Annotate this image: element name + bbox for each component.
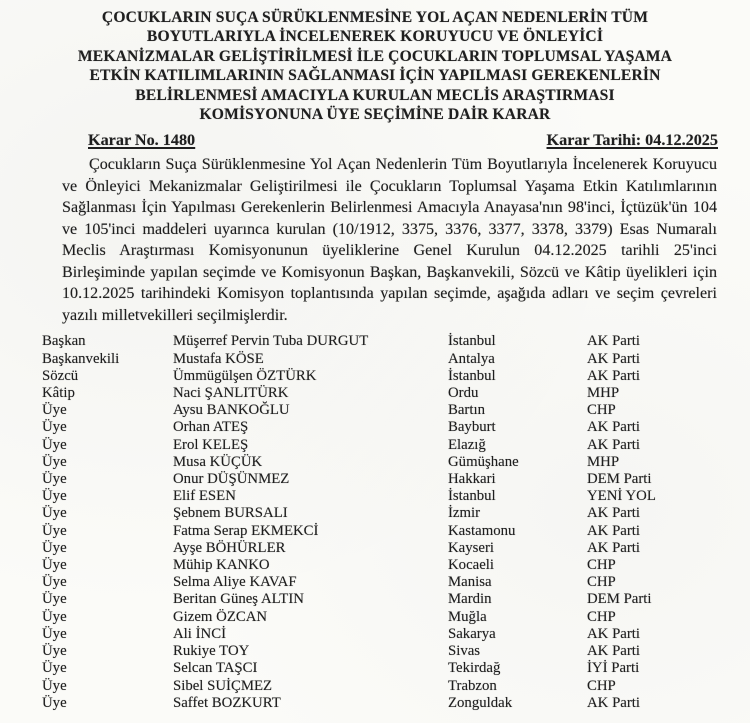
member-party: AK Parti: [587, 522, 641, 539]
member-city: Ordu: [448, 385, 479, 402]
member-role: Üye: [42, 453, 67, 470]
document-title: [0, 0, 750, 124]
member-city: Sakarya: [448, 625, 496, 642]
member-role: Üye: [42, 660, 67, 677]
member-city: Bayburt: [448, 419, 496, 436]
member-party: AK Parti: [587, 694, 641, 711]
member-name: Onur DÜŞÜNMEZ: [173, 471, 290, 488]
member-role: Üye: [42, 591, 67, 608]
member-city: Kayseri: [448, 539, 495, 556]
member-row: [42, 591, 750, 608]
member-city: Elazığ: [448, 436, 486, 453]
member-name: Fatma Serap EKMEKCİ: [173, 522, 319, 539]
decision-meta-row: [88, 130, 718, 150]
member-party: AK Parti: [587, 625, 641, 642]
member-name: Rukiye TOY: [173, 643, 250, 660]
member-name: Şebnem BURSALI: [173, 505, 288, 522]
member-party: AK Parti: [587, 419, 641, 436]
member-role: Üye: [42, 608, 67, 625]
member-name: Aysu BANKOĞLU: [173, 402, 290, 419]
member-role: Üye: [42, 694, 67, 711]
member-row: [42, 574, 750, 591]
member-role: Başkanvekili: [42, 350, 120, 367]
member-city: Manisa: [448, 574, 492, 591]
member-row: [42, 626, 750, 643]
member-role: Üye: [42, 505, 67, 522]
member-role: Üye: [42, 402, 67, 419]
member-name: Gizem ÖZCAN: [173, 608, 268, 625]
member-party: DEM Parti: [587, 471, 652, 488]
title-line-1: ÇOCUKLARIN SUÇA SÜRÜKLENMESİNE YOL AÇAN NEDENLERİN TÜM: [101, 9, 649, 26]
member-city: Muğla: [448, 608, 487, 625]
member-row: [42, 488, 750, 505]
member-role: Üye: [42, 574, 67, 591]
member-role: Üye: [42, 419, 67, 436]
title-line-2: BOYUTLARIYLA İNCELENEREK KORUYUCU VE ÖNLEYİCİ: [146, 28, 604, 46]
member-role: Üye: [42, 488, 67, 505]
member-city: İstanbul: [448, 333, 496, 350]
title-line-4: ETKİN KATILIMLARININ SAĞLANMASI İÇİN YAPILMASI GEREKENLERİN: [89, 67, 661, 85]
member-party: AK Parti: [587, 333, 641, 350]
member-city: Kocaeli: [448, 557, 495, 574]
member-party: AK Parti: [587, 350, 641, 367]
member-name: Müşerref Pervin Tuba DURGUT: [173, 333, 369, 350]
member-row: [42, 695, 750, 712]
member-row: [42, 678, 750, 695]
member-name: Ayşe BÖHÜRLER: [173, 539, 286, 556]
member-row: [42, 505, 750, 522]
member-name: Naci ŞANLITÜRK: [173, 385, 289, 402]
member-city: Antalya: [448, 350, 495, 367]
decision-body-paragraph: Çocukların Suça Sürüklenmesine Yol Açan Nedenlerin Tüm Boyutlarıyla İncelenerek Koruyucu ve Önleyici Mekanizmalar Geliştirilmesi ile Çocukların Toplumsal Yaşama Etkin Katılımlarının Sağlanması İçin Yapılması Gerekenlerin Belirlenmesi Amacıyla Anayasa'nın 98'inci, İçtüzük'ün 104 ve 105'inci maddeleri uyarınca kurulan (10/1912, 3375, 3376, 3377, 3378, 3379) Esas Numaralı Meclis Araştırması Komisyonunun üyeliklerine Genel Kurulun 04.12.2025 tarihli 25'inci Birleşiminde yapılan seçimde ve Komisyonun Başkan, Başkanvekili, Sözcü ve Kâtip üyelikleri için 10.12.2025 tarihindeki Komisyon toplantısında yapılan seçimde, aşağıda adları ve seçim çevreleri yazılı milletvekilleri seçilmişlerdir.: [62, 156, 717, 324]
member-row: [42, 437, 750, 454]
title-line-5: BELİRLENMESİ AMACIYLA KURULAN MECLİS ARAŞTIRMASI: [135, 86, 615, 104]
member-row: [42, 523, 750, 540]
member-row: [42, 557, 750, 574]
member-role: Üye: [42, 436, 67, 453]
member-party: İYİ Parti: [587, 660, 640, 677]
member-row: [42, 368, 750, 385]
member-party: AK Parti: [587, 643, 641, 660]
member-row: [42, 351, 750, 368]
member-party: AK Parti: [587, 539, 641, 556]
member-name: Musa KÜÇÜK: [173, 453, 263, 470]
member-name: Erol KELEŞ: [173, 436, 249, 453]
member-name: Saffet BOZKURT: [173, 694, 281, 711]
member-name: Orhan ATEŞ: [173, 419, 249, 436]
member-party: MHP: [587, 453, 620, 470]
member-name: Selma Aliye KAVAF: [173, 574, 297, 591]
decision-date: Karar Tarihi: 04.12.2025: [546, 131, 718, 150]
member-role: Kâtip: [42, 385, 75, 402]
member-row: [42, 540, 750, 557]
member-role: Üye: [42, 471, 67, 488]
member-row: [42, 419, 750, 436]
member-city: Gümüşhane: [448, 453, 519, 470]
member-role: Üye: [42, 539, 67, 556]
member-row: [42, 643, 750, 660]
member-name: Ümmügülşen ÖZTÜRK: [173, 367, 317, 384]
member-row: [42, 660, 750, 677]
member-name: Sibel SUİÇMEZ: [173, 677, 273, 694]
member-city: Trabzon: [448, 677, 497, 694]
member-city: Hakkari: [448, 471, 496, 488]
member-row: [42, 471, 750, 488]
member-name: Mühip KANKO: [173, 557, 270, 574]
member-party: CHP: [587, 402, 616, 419]
member-role: Üye: [42, 557, 67, 574]
member-name: Mustafa KÖSE: [173, 350, 264, 367]
member-party: AK Parti: [587, 505, 641, 522]
member-row: [42, 385, 750, 402]
decision-number: Karar No. 1480: [88, 131, 196, 150]
member-city: Bartın: [448, 402, 485, 419]
member-city: Sivas: [448, 643, 481, 660]
member-city: Zonguldak: [448, 694, 513, 711]
member-party: DEM Parti: [587, 591, 652, 608]
members-table: [42, 333, 750, 711]
member-row: [42, 454, 750, 471]
member-role: Üye: [42, 522, 67, 539]
member-party: CHP: [587, 677, 616, 694]
member-role: Üye: [42, 625, 67, 642]
member-row: [42, 333, 750, 350]
member-party: CHP: [587, 557, 616, 574]
member-row: [42, 609, 750, 626]
member-role: Başkan: [42, 333, 86, 350]
member-name: Selcan TAŞCI: [173, 660, 258, 677]
member-city: İstanbul: [448, 367, 496, 384]
member-party: AK Parti: [587, 367, 641, 384]
member-role: Üye: [42, 677, 67, 694]
member-role: Üye: [42, 643, 67, 660]
member-row: [42, 402, 750, 419]
member-role: Sözcü: [42, 367, 79, 384]
member-name: Beritan Güneş ALTIN: [173, 591, 304, 608]
member-party: CHP: [587, 608, 616, 625]
member-party: AK Parti: [587, 436, 641, 453]
member-party: YENİ YOL: [587, 488, 656, 505]
member-party: CHP: [587, 574, 616, 591]
member-party: MHP: [587, 385, 620, 402]
member-city: Kastamonu: [448, 522, 516, 539]
member-name: Ali İNCİ: [173, 625, 227, 642]
member-city: Mardin: [448, 591, 492, 608]
member-city: İstanbul: [448, 488, 496, 505]
member-city: İzmir: [448, 505, 481, 522]
title-line-3: MEKANİZMALAR GELİŞTİRİLMESİ İLE ÇOCUKLARIN TOPLUMSAL YAŞAMA: [77, 47, 673, 65]
member-city: Tekirdağ: [448, 660, 501, 677]
title-line-6: KOMİSYONUNA ÜYE SEÇİMİNE DAİR KARAR: [199, 106, 551, 124]
member-name: Elif ESEN: [173, 488, 236, 505]
